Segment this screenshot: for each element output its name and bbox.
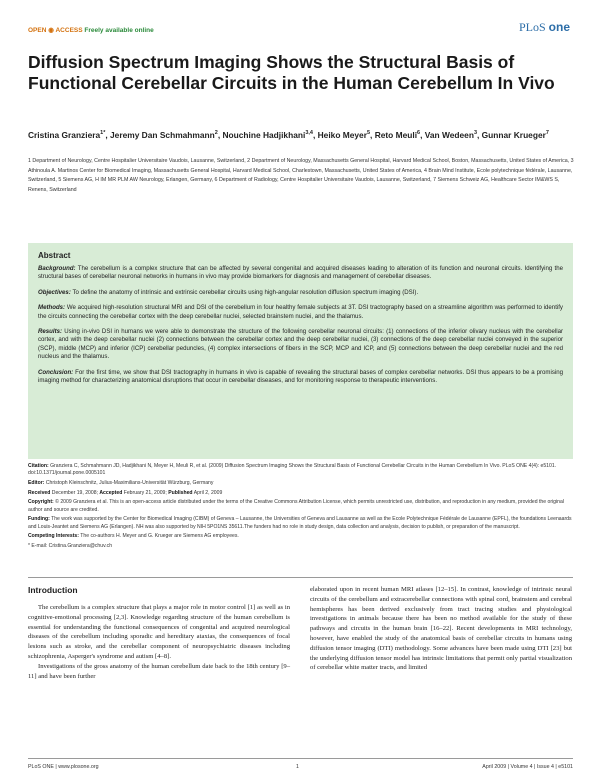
abstract-results: Results: Using in-vivo DSI in humans we were able to demonstrate the structure of the following cerebellar neuronal circuits: (1) connections of the inferior olivary nucleus with the cerebellar cortex, and with the deep cerebellar nuclei (2) connections between the cerebellar cortex and the deep cerebellar nuclei, (3) connections of the deep cerebellar nuclei conveyed in the superior (SCP), middle (MCP) and inferior (ICP) cerebellar peduncles, (4) complex intersections of fibers in the SCP, MCP and ICP, and (5) connections between the deep cerebellar nuclei and the red nucleus and the thalamus.: [38, 328, 563, 361]
body-column-right: [310, 585, 572, 673]
author-name: Reto Meuli: [374, 129, 418, 140]
intro-paragraph-2: Investigations of the gross anatomy of the human cerebellum date back to the 18th century [9–11] and have been further: [28, 662, 290, 680]
page-number: 1: [296, 764, 299, 770]
abstract-conclusion: Conclusion: For the first time, we show that DSI tractography in humans in vivo is capable of revealing the structural bases of complex cerebellar networks. DSI thus appears to be a promising imaging method for characterizing anatomical disruptions that occur in cerebellar diseases, and for monitoring response to therapeutic interventions.: [38, 368, 563, 385]
body-column-left: [28, 603, 290, 681]
abstract-methods: Methods: We acquired high-resolution structural MRI and DSI of the cerebellum in four healthy female subjects at 3T. DSI tractography based on a streamline algorithm was performed to identify the circuits connecting the cerebellar cortex with the deep cerebellar nuclei, selected brainstem nuclei, and the thalamus.: [38, 304, 563, 320]
author-affiliation-marker: 3: [473, 130, 477, 136]
abstract-heading: Abstract: [38, 251, 71, 260]
intro-heading: Introduction: [28, 585, 78, 595]
divider: [28, 577, 573, 578]
footer-divider: [28, 758, 573, 759]
author-name: Gunnar Krueger: [481, 129, 546, 140]
logo-one: one: [548, 20, 570, 34]
author-name: Jeremy Dan Schmahmann: [110, 129, 215, 140]
open-label: OPEN: [28, 27, 47, 34]
corresponding-email[interactable]: * E-mail: Cristina.Granziera@chuv.ch: [28, 542, 113, 549]
plos-one-logo: [519, 20, 570, 35]
copyright: Copyright: © 2009 Granziera et al. This is an open-access article distributed under the terms of the Creative Commons Attribution License, which permits unrestricted use, distribution, and reproduction in any medium, provided the original author and source are credited.: [28, 499, 564, 513]
author-name: Nouchine Hadjikhani: [222, 129, 306, 140]
access-label: ACCESS: [55, 27, 83, 34]
author-affiliation-marker: 7: [545, 130, 549, 136]
author-affiliation-marker: 1*: [100, 130, 106, 136]
open-access-banner: [28, 26, 154, 34]
logo-plos: PLoS: [518, 20, 546, 34]
abstract-background: Background: The cerebellum is a complex structure that can be affected by several congenital and acquired diseases leading to alteration of its function and neuronal circuits. Identifying the structural bases of cerebellar neuronal networks in humans in vivo may provide biomarkers for diagnosis and management of cerebellar diseases.: [38, 265, 563, 281]
intro-paragraph-3: elaborated upon in recent human MRI atlases [12–15]. In contrast, knowledge of intrinsic neural circuits of the cerebellum and extracerebellar connections with spinal cord, brainstem and cerebral hemispheres has been derived exclusively from tract tracing studies and physiological investigations in animals because there has been no method available for the study of these pathways and circuits in the human brain [16–22]. Recent developments in MRI technology, however, have enabled the study of the anatomical basis of cerebellar circuits in humans using diffusion tensor imaging (DTI) methodology. Some advances have been made using DTI [23] but the underlying diffusion tensor model has intrinsic limitations that permit only partial visualization of cerebellar white matter tracts, and limited: [310, 586, 572, 672]
lock-icon: ◉: [48, 27, 54, 34]
abstract-box: [28, 243, 573, 459]
freely-available-label: Freely available online: [84, 27, 154, 34]
abstract-objectives: Objectives: To define the anatomy of intrinsic and extrinsic cerebellar circuits using high-angular resolution diffusion spectrum imaging (DSI).: [38, 288, 419, 296]
citation: Citation: Granziera C, Schmahmann JD, Hadjikhani N, Meyer H, Meuli R, et al. (2009) Diffusion Spectrum Imaging Shows the Structural Basis of Functional Cerebellar Circuits in the Human Cerebellum In Vivo. PLoS ONE 4(4): e5101. doi:10.1371/journal.pone.0005101: [28, 463, 557, 477]
editor: Editor: Christoph Kleinschnitz, Julius-Maximilians-Universität Würzburg, Germany: [28, 480, 214, 486]
issue-info: April 2009 | Volume 4 | Issue 4 | e5101: [482, 764, 573, 770]
author-affiliation-marker: 5: [366, 130, 371, 136]
competing-interests: Competing Interests: The co-authors H. Meyer and G. Krueger are Siemens AG employees.: [28, 533, 239, 540]
intro-paragraph-1: The cerebellum is a complex structure that plays a major role in motor control [1] as well as in cognitive-emotional processing [2,3]. Knowledge regarding structure of the human cerebellum is essential for understanding the functional consequences of congenital and acquired neurological diseases of the cerebellum including sporadic and hereditary ataxias, the consequences of focal lesions such as stroke, and the cerebellar component of neuropsychiatric diseases including schizophrenia, Asperger's syndrome and autism [4–8].: [28, 604, 290, 660]
journal-url[interactable]: PLoS ONE | www.plosone.org: [28, 764, 99, 770]
author-affiliation-marker: 6: [417, 130, 421, 136]
affiliations: 1 Department of Neurology, Centre Hospitalier Universitaire Vaudois, Lausanne, Switzerland, 2 Department of Neurology, Massachusetts General Hospital, Harvard Medical School, Boston, Massachusetts, United States of America, 3 Athinoula A. Martinos Center for Biomedical Imaging, Massachusetts General Hospital, Harvard Medical School, Charlestown, Massachusetts, United States of America, 4 Brain Mind Institute, Ecole polytechnique fédérale, Lausanne, Switzerland, 5 Siemens AG, H IM MR PLM AW Neurology, Erlangen, Germany, 6 Department of Radiology, Centre Hospitalier Universitaire Vaudois, Lausanne, Switzerland, 7 Siemens Schweiz AG, Healthcare Sector IM&WS S, Renens, Switzerland: [28, 158, 574, 193]
author-list: Cristina Granziera$^{1*}$, Jeremy Dan Schmahmann$^2$, Nouchine Hadjikhani$^{3,4}$, Heiko Meyer$^5$, Reto Meuli$^6$, Van Wedeen$^3$, Gunnar Krueger$^7$: [28, 129, 549, 140]
dates: Received December 19, 2008; Accepted February 21, 2009; Published April 2, 2009: [28, 489, 223, 496]
article-title: Diffusion Spectrum Imaging Shows the Structural Basis of Functional Cerebellar Circuits in the Human Cerebellum In Vivo: [28, 52, 555, 93]
author-name: Cristina Granziera: [28, 129, 101, 140]
author-name: Van Wedeen: [424, 129, 474, 140]
funding: Funding: The work was supported by the Center for Biomedical Imaging (CIBM) of Geneva – Lausanne, the Universities of Geneva and Lausanne as well as the Ecole Polytechnique Fédérale de Lausanne (EPFL), the foundations Leenaards and Louis-Jeantet and Siemens AG (Erlangen). NH was also supported by NIH 5PO1NS 35611.The funders had no role in study design, data collection and analysis, decision to publish, or preparation of the manuscript.: [28, 516, 572, 530]
article-metadata: [28, 463, 573, 552]
author-affiliation-marker: 2: [214, 130, 218, 136]
author-affiliation-marker: 3,4: [305, 130, 313, 136]
author-name: Heiko Meyer: [317, 129, 367, 140]
